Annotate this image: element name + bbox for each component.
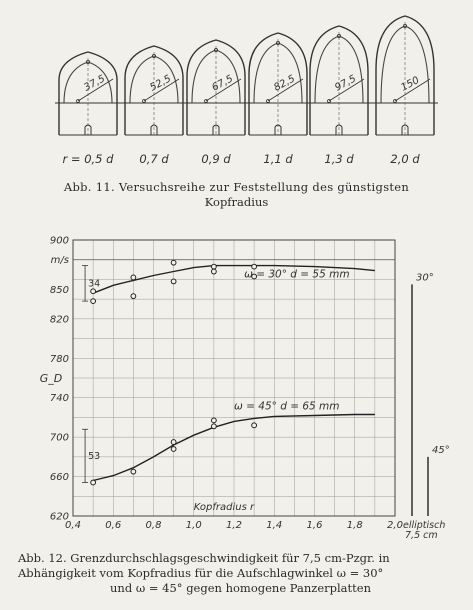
side-bar-label: 30° (416, 272, 434, 284)
x-tick-label: 1,8 (346, 520, 363, 531)
radius-label: 52,5 (148, 73, 174, 94)
r-label: 1,3 d (324, 152, 354, 166)
data-point (91, 299, 96, 304)
x-tick-label: 0,6 (105, 520, 122, 531)
figure-11-caption-line1: Abb. 11. Versuchsreihe zur Feststellung des günstigsten (63, 180, 410, 194)
x-tick-label: 0,4 (65, 520, 81, 531)
projectile-6 (372, 16, 438, 166)
r-label: 0,9 d (201, 152, 231, 166)
chart-grid (73, 240, 395, 516)
r-label: 1,1 d (263, 152, 293, 166)
figure-11 (0, 0, 473, 225)
radius-label: 67,5 (210, 73, 236, 94)
y-axis-label: G_D (39, 372, 63, 385)
data-point (211, 418, 216, 423)
radius-label: 97,5 (333, 73, 359, 94)
figure-12-caption-line2: Abhängigkeit vom Kopfradius für die Aufschlagwinkel ω = 30° (18, 566, 384, 580)
figure-11-caption-line2: Kopfradius (204, 195, 269, 209)
x-axis-label: Kopfradius r (193, 502, 255, 513)
figure-12-caption-line1: Abb. 12. Grenzdurchschlagsgeschwindigkeit für 7,5 cm-Pzgr. in (18, 551, 390, 565)
x-end-label-1: elliptisch (403, 520, 446, 531)
y-tick-label: 660 (49, 472, 69, 484)
x-tick-label: 1,6 (306, 520, 323, 531)
figure-11-caption (0, 180, 473, 210)
projectile-5 (306, 26, 372, 166)
radius-label: 37,5 (82, 73, 108, 94)
x-tick-label: 1,0 (185, 520, 202, 531)
figure-12-caption-line3: und ω = 45° gegen homogene Panzerplatten (110, 581, 371, 595)
data-point (91, 480, 96, 485)
data-point (131, 469, 136, 474)
x-tick-label: 1,2 (226, 520, 242, 531)
y-tick-label: 900 (49, 235, 69, 247)
series-label: ω = 30° d = 55 mm (244, 268, 350, 281)
radius-label: 82,5 (272, 73, 298, 94)
r-label: r = 0,5 d (62, 152, 114, 166)
projectile-4 (245, 33, 311, 166)
figure-12-chart (0, 228, 473, 550)
data-point (171, 447, 176, 452)
y-tick-label: 620 (49, 511, 69, 523)
y-unit-label: m/s (50, 255, 69, 267)
bracket-label: 34 (88, 278, 101, 290)
data-point (91, 289, 96, 294)
data-point (131, 294, 136, 299)
data-point (211, 264, 216, 269)
side-bar-label: 45° (432, 444, 450, 456)
data-point (171, 260, 176, 265)
y-tick-label: 820 (49, 314, 69, 326)
projectile-1 (55, 52, 121, 166)
projectile-2 (121, 46, 187, 166)
y-tick-label: 850 (49, 284, 69, 296)
y-tick-label: 700 (49, 432, 69, 444)
y-tick-label: 740 (49, 393, 69, 405)
data-point (131, 275, 136, 280)
data-point (252, 423, 257, 428)
bracket-label: 53 (88, 450, 101, 462)
x-tick-label: 0,8 (145, 520, 162, 531)
chart-tick-labels (40, 236, 446, 542)
projectile-series-drawing (0, 0, 473, 180)
data-point (211, 424, 216, 429)
r-label: 0,7 d (139, 152, 169, 166)
projectile-3 (183, 40, 249, 166)
y-tick-label: 780 (49, 353, 69, 365)
data-point (171, 279, 176, 284)
radius-label: 150 (399, 74, 422, 94)
r-label: 2,0 d (390, 152, 420, 166)
data-point (211, 269, 216, 274)
x-tick-label: 1,4 (266, 520, 283, 531)
figure-12-caption (18, 551, 463, 596)
data-point (171, 440, 176, 445)
x-tick-label: 2,0 (387, 520, 403, 531)
x-end-label-2: 7,5 cm (405, 530, 438, 541)
series-label: ω = 45° d = 65 mm (234, 400, 340, 413)
